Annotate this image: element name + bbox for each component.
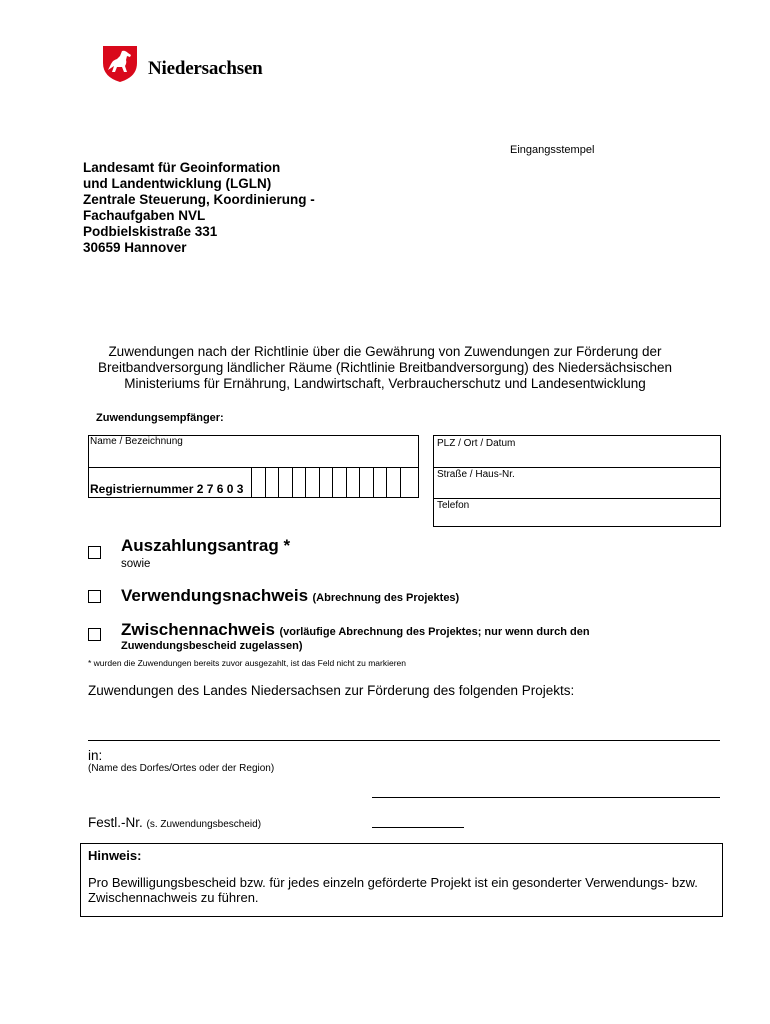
address-line: Landesamt für Geoinformation — [83, 160, 281, 175]
coat-of-arms-logo — [100, 43, 140, 83]
reg-digit-cell[interactable] — [319, 467, 333, 498]
reg-digit-cell[interactable] — [278, 467, 292, 498]
address-line: Podbielskistraße 331 — [83, 224, 218, 239]
reg-digit-cell[interactable] — [359, 467, 373, 498]
location-hint: (Name des Dorfes/Ortes oder der Region) — [88, 763, 275, 774]
reg-digit-cell[interactable] — [373, 467, 387, 498]
reg-digit-cell[interactable] — [265, 467, 279, 498]
registration-number-label: Registriernummer 2 7 6 0 3 — [90, 482, 244, 496]
lower-saxony-horse-crest-icon — [100, 43, 140, 83]
divider — [434, 467, 720, 468]
address-line: und Landentwicklung (LGLN) — [83, 176, 272, 191]
receipt-stamp-label: Eingangsstempel — [510, 144, 595, 156]
notice-text — [88, 875, 698, 905]
zwischennachweis-note: (vorläufige Abrechnung des Projektes; nur wenn durch den — [279, 626, 590, 638]
recipient-section-label: Zuwendungsempfänger: — [96, 412, 224, 424]
festl-number-hint: (s. Zuwendungsbescheid) — [146, 819, 262, 830]
notice-line: Pro Bewilligungsbescheid bzw. für jedes einzeln geförderte Projekt ist ein gesonderter Verwendungs- bzw. — [88, 875, 698, 890]
reg-digit-cell[interactable] — [292, 467, 306, 498]
reg-digit-cell[interactable] — [251, 467, 265, 498]
street-field-label: Straße / Haus-Nr. — [437, 469, 515, 480]
festl-number-row — [88, 815, 261, 830]
recipient-address — [83, 160, 315, 256]
divider — [434, 498, 720, 499]
intro-line: Ministeriums für Ernährung, Landwirtschaft, Verbraucherschutz und Landesentwicklung — [124, 376, 646, 391]
reg-digit-cell[interactable] — [332, 467, 346, 498]
verwendungsnachweis-checkbox[interactable] — [88, 590, 101, 603]
form-title-paragraph — [80, 344, 690, 392]
brand-name: Niedersachsen — [148, 58, 263, 79]
address-line: 30659 Hannover — [83, 240, 187, 255]
zwischennachweis-option — [121, 620, 590, 640]
name-field-label: Name / Bezeichnung — [90, 436, 183, 447]
notice-title: Hinweis: — [88, 848, 142, 863]
recipient-contact-box — [433, 435, 721, 527]
notice-line: Zwischennachweis zu führen. — [88, 890, 259, 905]
verwendungsnachweis-note: (Abrechnung des Projektes) — [312, 592, 460, 604]
reg-digit-cell[interactable] — [346, 467, 360, 498]
registration-number-cells[interactable] — [251, 467, 413, 498]
zwischennachweis-checkbox[interactable] — [88, 628, 101, 641]
auszahlungsantrag-label: Auszahlungsantrag * — [121, 536, 291, 555]
sowie-label: sowie — [121, 558, 151, 570]
reg-digit-cell[interactable] — [386, 467, 400, 498]
location-input-line[interactable] — [372, 797, 720, 798]
auszahlungsantrag-checkbox[interactable] — [88, 546, 101, 559]
notice-box — [80, 843, 723, 917]
address-line: Zentrale Steuerung, Koordinierung - — [83, 192, 315, 207]
reg-digit-cell[interactable] — [305, 467, 319, 498]
zwischennachweis-label: Zwischennachweis — [121, 620, 275, 639]
festl-number-label: Festl.-Nr. — [88, 815, 143, 830]
zwischennachweis-note-continued: Zuwendungsbescheid zugelassen) — [121, 640, 303, 652]
recipient-name-box — [88, 435, 419, 498]
reg-digit-cell[interactable] — [400, 467, 414, 498]
plz-field-label: PLZ / Ort / Datum — [437, 438, 516, 449]
project-name-line[interactable] — [88, 740, 720, 741]
phone-field-label: Telefon — [437, 500, 470, 511]
project-intro-text: Zuwendungen des Landes Niedersachsen zur Förderung des folgenden Projekts: — [88, 683, 575, 698]
intro-line: Breitbandversorgung ländlicher Räume (Richtlinie Breitbandversorgung) des Niedersächsischen — [97, 360, 673, 375]
verwendungsnachweis-option — [121, 586, 459, 606]
intro-line: Zuwendungen nach der Richtlinie über die Gewährung von Zuwendungen zur Förderung der — [108, 344, 662, 359]
verwendungsnachweis-label: Verwendungsnachweis — [121, 586, 309, 605]
festl-number-input-line[interactable] — [372, 827, 464, 828]
location-label: in: — [88, 748, 103, 763]
footnote: * wurden die Zuwendungen bereits zuvor ausgezahlt, ist das Feld nicht zu markieren — [88, 658, 406, 668]
address-line: Fachaufgaben NVL — [83, 208, 206, 223]
